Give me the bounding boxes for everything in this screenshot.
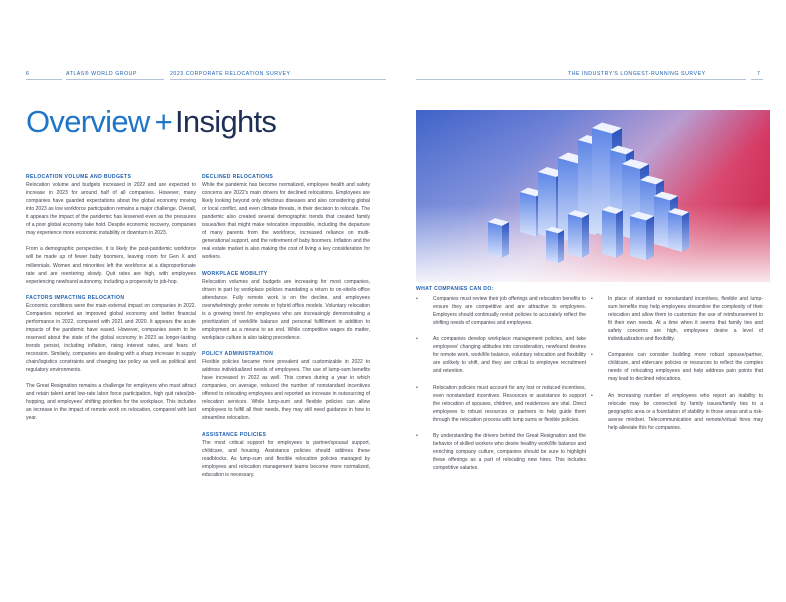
building-face: [502, 222, 509, 258]
brand-label: ATLAS® WORLD GROUP: [66, 71, 137, 77]
title-overview: Overview: [26, 104, 150, 139]
header-rule: [170, 79, 386, 80]
list-item: • As companies develop workplace management policies, and take employees' changing attitudes into consideration, newfound desires for remote work, work/life balance, voluntary relocation and flexibility are unlikely to shift, and they are critical to employee recruitment and retention.: [416, 335, 586, 375]
section-heading: ASSISTANCE POLICIES: [202, 431, 267, 438]
paragraph: The Great Resignation remains a challenge for employers who must attract and retain talent amid low-rate labor force participation, high quit rates/job-hopping, and employees' shifting priorities for the workplace. This includes an increase in the impact of remote work on relocation, compared with last year.: [26, 383, 196, 422]
paragraph: While the pandemic has become normalized, employee health and safety concerns are 2022's main drivers for declined relocations. Employees are likely looking beyond only infectious diseases and also considering global or local conflict, and even climate threats, in their decision to relocate. The pandemic also created several demographic trends that created family issues/ties that might make relocation impossible, including the departure of many parents from the workforce, increased reliance on multi-generational support, and the retirement of baby boomers. Inflation and the real estate market is also making the cost of living a key consideration for workers.: [202, 182, 370, 261]
paragraph: Flexible policies became more prevalent and customizable in 2022 to address individualized needs of employees. The use of lump-sum benefits have increased in 2022 as well. This comes during a year in which companies, on average, reduced the number of nonstandard incentives offered to relocating employees and reported an increase in outsourcing of relocation services. While lump-sum and flexible policies can allow employees to fulfill all their needs, they may still need guidance in how to streamline relocation.: [202, 359, 370, 422]
building-face: [630, 216, 646, 260]
section-heading: WORKPLACE MOBILITY: [202, 270, 268, 277]
bullet-list-right: [591, 295, 763, 440]
what-companies-heading: WHAT COMPANIES CAN DO:: [416, 286, 494, 292]
header-rule: [751, 79, 763, 80]
paragraph: The most critical support for employees is partner/spousal support, childcare, and housing. Assistance policies should address these roadblocks. As lump-sum and flexible relocation policies managed by employees and relocation management teams become more normalized, education is necessary.: [202, 439, 370, 478]
section-heading: FACTORS IMPACTING RELOCATION: [26, 294, 125, 301]
list-item: • Companies must review their job offerings and relocation benefits to ensure they are competitive and are attractive to employees. Employers should continually revisit policies to accurately reflect the shifting needs of companies and employees.: [416, 295, 586, 327]
list-item: • In place of standard or nonstandard incentives, flexible and lump-sum benefits may help employees streamline the complexity of their relocation and allow them to customize the use of reimbursement to fit their own needs. At a time when it seems that family ties and safety concerns are high, employees desire a level of individualization and flexibility.: [591, 295, 763, 343]
building-face: [520, 192, 536, 236]
building-face: [546, 230, 558, 263]
page-title: [26, 106, 276, 137]
title-insights: Insights: [175, 104, 277, 139]
list-item: • Relocation policies must account for any lost or reduced incentives, even nonstandard incentives. Resources or assistance to support the relocation of spouses, children, and residences are vital. Direct employees to robust resources or partners to help guide them through the relocation process with lump sums or flexible policies.: [416, 384, 586, 424]
title-plus: +: [154, 104, 172, 139]
building-face: [602, 210, 616, 258]
building-face: [558, 230, 564, 263]
building-face: [646, 216, 654, 260]
bullet-list-left: [416, 295, 586, 480]
running-title-right: THE INDUSTRY'S LONGEST-RUNNING SURVEY: [568, 71, 706, 77]
header-rule: [416, 79, 746, 80]
section-heading: DECLINED RELOCATIONS: [202, 174, 274, 180]
building-face: [568, 214, 582, 258]
building-face: [616, 210, 623, 258]
header-rule: [26, 79, 62, 80]
list-item: • Companies can consider building more robust spouse/partner, childcare, and eldercare policies or resources to reflect the complex needs of relocating employees and help address pain points that may lead to declined relocations.: [591, 351, 763, 383]
section-heading: RELOCATION VOLUME AND BUDGETS: [26, 174, 132, 180]
city-skyline-image: [416, 110, 770, 282]
paragraph: Economic conditions were the main external impact on companies in 2022. Companies reported an improved global economy and better financial performance in 2022, compared with 2021 and 2020. It appears the acute impacts of the pandemic have eased. However, companies seem to be reserved about the state of the global economy in 2023 as longer-lasting trends persist, including inflation, rising interest rates, and fears of recession. Similarly, companies are dealing with a sharp increase in supply chain/logistics constraints and changing tax policy as well as political and regulatory environments.: [26, 302, 196, 374]
paragraph: Relocation volumes and budgets are increasing for most companies, driven in part by workplace policies mandating a return to on-site/in-office attendance. Fully remote work is on the decline, and employees overwhelmingly prefer remote or hybrid office models. Voluntary relocation is a growing trend for employees who are increasingly demonstrating a prioritization of work/life balance and personal fulfillment in addition to employment as a means to an end. While competitive wages do matter, workplace culture is also taking precedence.: [202, 278, 370, 341]
column-left: [26, 173, 196, 431]
header-rule: [66, 79, 164, 80]
page-number-right: 7: [757, 71, 761, 77]
section-heading: POLICY ADMINISTRATION: [202, 351, 274, 358]
building-face: [654, 196, 670, 248]
building-face: [682, 212, 689, 252]
column-middle: [202, 173, 370, 487]
paragraph: Relocation volume and budgets increased in 2022 and are expected to increase in 2023 for around half of all companies. However, many companies have guarded expectations about the global economy moving into 2023 as low workforce participation remains a major challenge. Overall, it appears the impact of the pandemic has lessened even as the pressures of a poor global economy take hold. Despite economic recovery, companies may experience more economic instability or downturn in 2023.: [26, 182, 196, 237]
list-item: • By understanding the drivers behind the Great Resignation and the behavior of skilled workers who desire healthy work/life balance and enriching company culture, companies should be sure to highlight these offerings as a part of relocating new hires. This includes competitive salaries.: [416, 432, 586, 472]
list-item: • An increasing number of employees who report an inability to relocate may be connected by family issues/family ties to a geographic area or a foundation of stability in those areas and a risk-averse mindset. Telecommunication and remote/virtual hires may help alleviate this for companies.: [591, 392, 763, 432]
building-face: [582, 214, 589, 258]
survey-title: 2023 CORPORATE RELOCATION SURVEY: [170, 71, 291, 77]
building-face: [668, 212, 682, 252]
page-number-left: 6: [26, 71, 30, 77]
building-face: [488, 222, 502, 258]
paragraph: From a demographic perspective, it is likely the post-pandemic workforce will be made up of fewer baby boomers, leaving room for Gen X and millennials. Women and minorities left the workforce at a disproportionate rate and are reentering slowly. Quit rates are high, with employees experiencing newfound autonomy, including a propensity to job-hop.: [26, 246, 196, 285]
